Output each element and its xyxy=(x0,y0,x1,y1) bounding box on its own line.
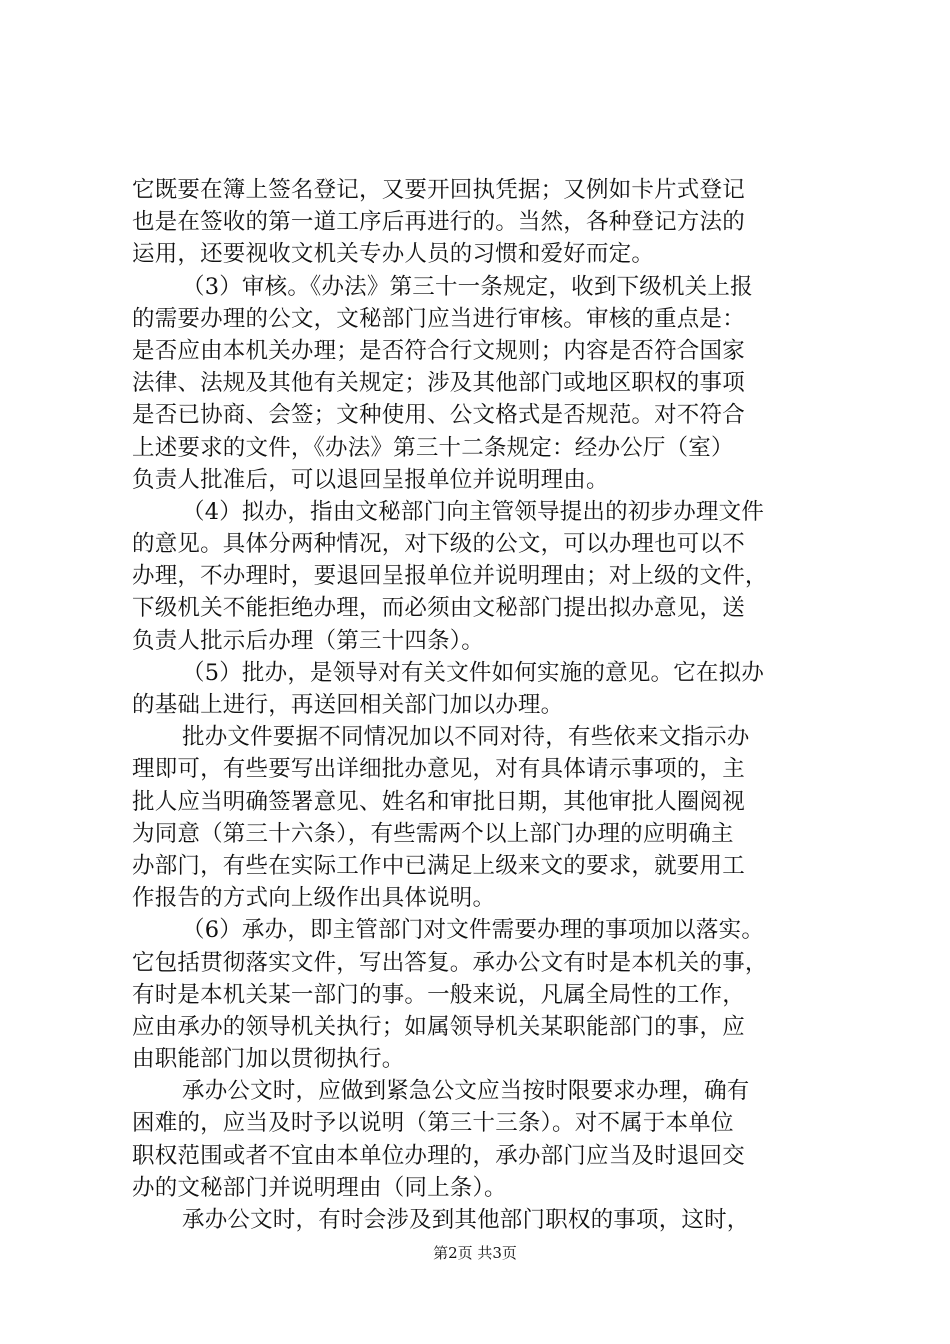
paragraph-start-line: （5）批办，是领导对有关文件如何实施的意见。它在拟办 xyxy=(182,659,765,686)
text-line: 的意见。具体分两种情况，对下级的公文，可以办理也可以不 xyxy=(132,531,745,558)
text-line: 应由承办的领导机关执行；如属领导机关某职能部门的事，应 xyxy=(132,1013,745,1040)
page-footer: 第2页 共3页 xyxy=(433,1244,517,1262)
text-line: 办部门，有些在实际工作中已满足上级来文的要求，就要用工 xyxy=(132,852,745,879)
text-line: 理即可，有些要写出详细批办意见，对有具体请示事项的，主 xyxy=(132,756,745,783)
text-line: 法律、法规及其他有关规定；涉及其他部门或地区职权的事项 xyxy=(132,370,745,397)
paragraph-start-line: 承办公文时，应做到紧急公文应当按时限要求办理，确有 xyxy=(182,1078,750,1105)
text-line: 作报告的方式向上级作出具体说明。 xyxy=(132,885,496,912)
text-line: 运用，还要视收文机关专办人员的习惯和爱好而定。 xyxy=(132,241,655,268)
text-line: 由职能部门加以贯彻执行。 xyxy=(132,1046,405,1073)
paragraph-start-line: （3）审核。《办法》第三十一条规定，收到下级机关上报 xyxy=(182,273,753,300)
text-line: 困难的，应当及时予以说明（第三十三条）。对不属于本单位 xyxy=(132,1110,734,1137)
text-line: 批人应当明确签署意见、姓名和审批日期，其他审批人圈阅视 xyxy=(132,788,745,815)
text-line: 负责人批示后办理（第三十四条）。 xyxy=(132,627,484,654)
text-line: 的需要办理的公文，文秘部门应当进行审核。审核的重点是： xyxy=(132,305,745,332)
paragraph-start-line: 承办公文时，有时会涉及到其他部门职权的事项，这时， xyxy=(182,1207,750,1233)
text-line: 的基础上进行，再送回相关部门加以办理。 xyxy=(132,692,564,718)
text-line: 办理，不办理时，要退回呈报单位并说明理由；对上级的文件， xyxy=(132,563,768,590)
text-line: 它既要在簿上签名登记，又要开回执凭据；又例如卡片式登记 xyxy=(132,177,745,203)
text-line: 办的文秘部门并说明理由（同上条）。 xyxy=(132,1174,507,1201)
paragraph-start-line: 批办文件要据不同情况加以不同对待，有些依来文指示办 xyxy=(182,724,750,751)
text-line: 它包括贯彻落实文件，写出答复。承办公文有时是本机关的事， xyxy=(132,949,768,976)
text-line: 上述要求的文件，《办法》第三十二条规定：经办公厅（室） xyxy=(132,434,734,461)
text-line: 是否应由本机关办理；是否符合行文规则；内容是否符合国家 xyxy=(132,337,745,364)
text-line: 为同意（第三十六条），有些需两个以上部门办理的应明确主 xyxy=(132,820,734,847)
document-body xyxy=(132,174,832,1236)
text-line: 下级机关不能拒绝办理，而必须由文秘部门提出拟办意见，送 xyxy=(132,595,745,622)
text-line: 也是在签收的第一道工序后再进行的。当然，各种登记方法的 xyxy=(132,209,745,236)
paragraph-start-line: （4）拟办，指由文秘部门向主管领导提出的初步办理文件 xyxy=(182,498,765,525)
text-line: 有时是本机关某一部门的事。一般来说，凡属全局性的工作， xyxy=(132,981,745,1008)
text-line: 是否已协商、会签；文种使用、公文格式是否规范。对不符合 xyxy=(132,402,745,429)
paragraph-start-line: （6）承办，即主管部门对文件需要办理的事项加以落实。 xyxy=(182,917,765,944)
text-line: 负责人批准后，可以退回呈报单位并说明理由。 xyxy=(132,466,609,493)
text-line: 职权范围或者不宜由本单位办理的，承办部门应当及时退回交 xyxy=(132,1142,745,1169)
